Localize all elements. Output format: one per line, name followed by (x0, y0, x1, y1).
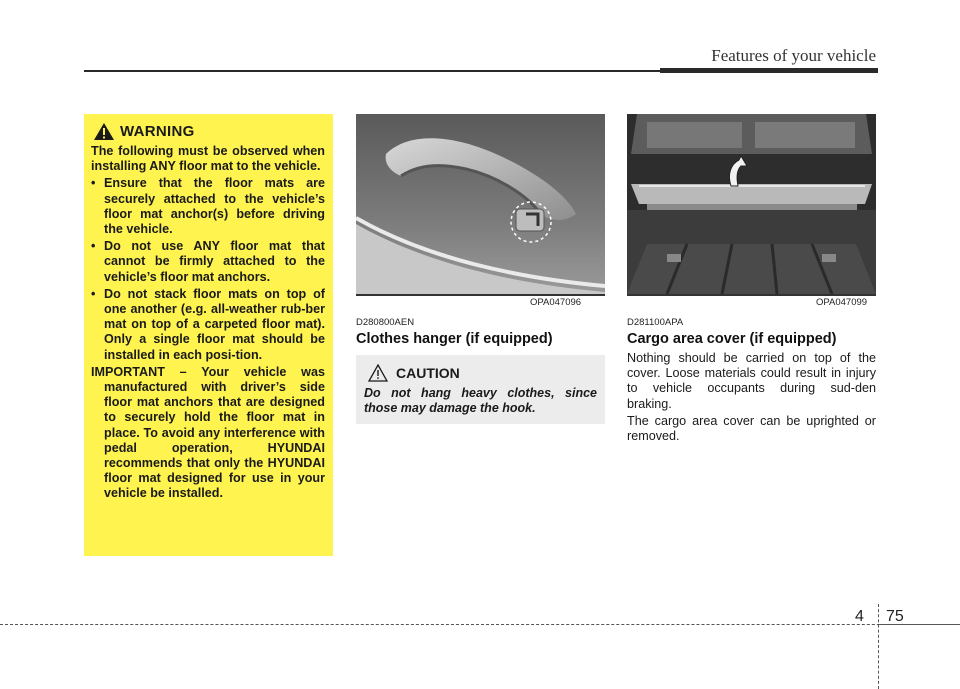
warning-heading (93, 122, 325, 141)
caution-title: CAUTION (396, 365, 460, 381)
page-number: 75 (886, 608, 904, 625)
caution-heading (364, 364, 597, 382)
cargo-cover-paragraph-1: Nothing should be carried on top of the cover. Loose materials could result in injury to vehicle occupants during sud-den braking. (627, 351, 876, 411)
warning-bullet-1: • Ensure that the floor mats are securely attached to the vehicle’s floor mat anchor(s) before driving the vehicle. (91, 176, 325, 237)
header-title: Features of your vehicle (711, 46, 876, 65)
cargo-cover-paragraph-2: The cargo area cover can be uprighted or removed. (627, 414, 876, 444)
footer-rule (0, 624, 960, 625)
warning-title: WARNING (120, 122, 195, 140)
clothes-hanger-code: D280800AEN (356, 317, 415, 328)
caution-box (356, 355, 605, 424)
warning-bullet-2: • Do not use ANY floor mat that cannot be firmly attached to the vehicle’s floor mat anchors. (91, 239, 325, 285)
cargo-cover-code: D281100APA (627, 317, 684, 328)
cargo-cover-photo (627, 114, 876, 296)
warning-intro: The following must be observed when installing ANY floor mat to the vehicle. (91, 144, 325, 174)
figure-code-2: OPA047099 (813, 297, 870, 308)
header-rule-accent (660, 68, 878, 73)
figure-code-1: OPA047096 (527, 297, 584, 308)
chapter-number: 4 (855, 608, 864, 625)
clothes-hanger-photo (356, 114, 605, 296)
page-divider (878, 604, 879, 689)
warning-bullet-3: • Do not stack floor mats on top of one another (e.g. all-weather rub-ber mat on top of a carpeted floor mat). Only a single floor mat should be installed in each posi-tion. (91, 287, 325, 363)
caution-triangle-icon (368, 364, 388, 382)
cargo-cover-title: Cargo area cover (if equipped) (627, 331, 837, 347)
warning-important: IMPORTANT – Your vehicle was manufactured with driver’s side floor mat anchors that are designed to securely hold the floor mat in place. To avoid any interference with pedal operation, HYUNDAI recommends that only the HYUNDAI floor mat designed for use in your vehicle be installed. (91, 364, 325, 501)
clothes-hanger-title: Clothes hanger (if equipped) (356, 331, 553, 347)
warning-triangle-icon (93, 122, 115, 141)
warning-box (84, 114, 333, 556)
caution-text: Do not hang heavy clothes, since those may damage the hook. (364, 386, 597, 415)
